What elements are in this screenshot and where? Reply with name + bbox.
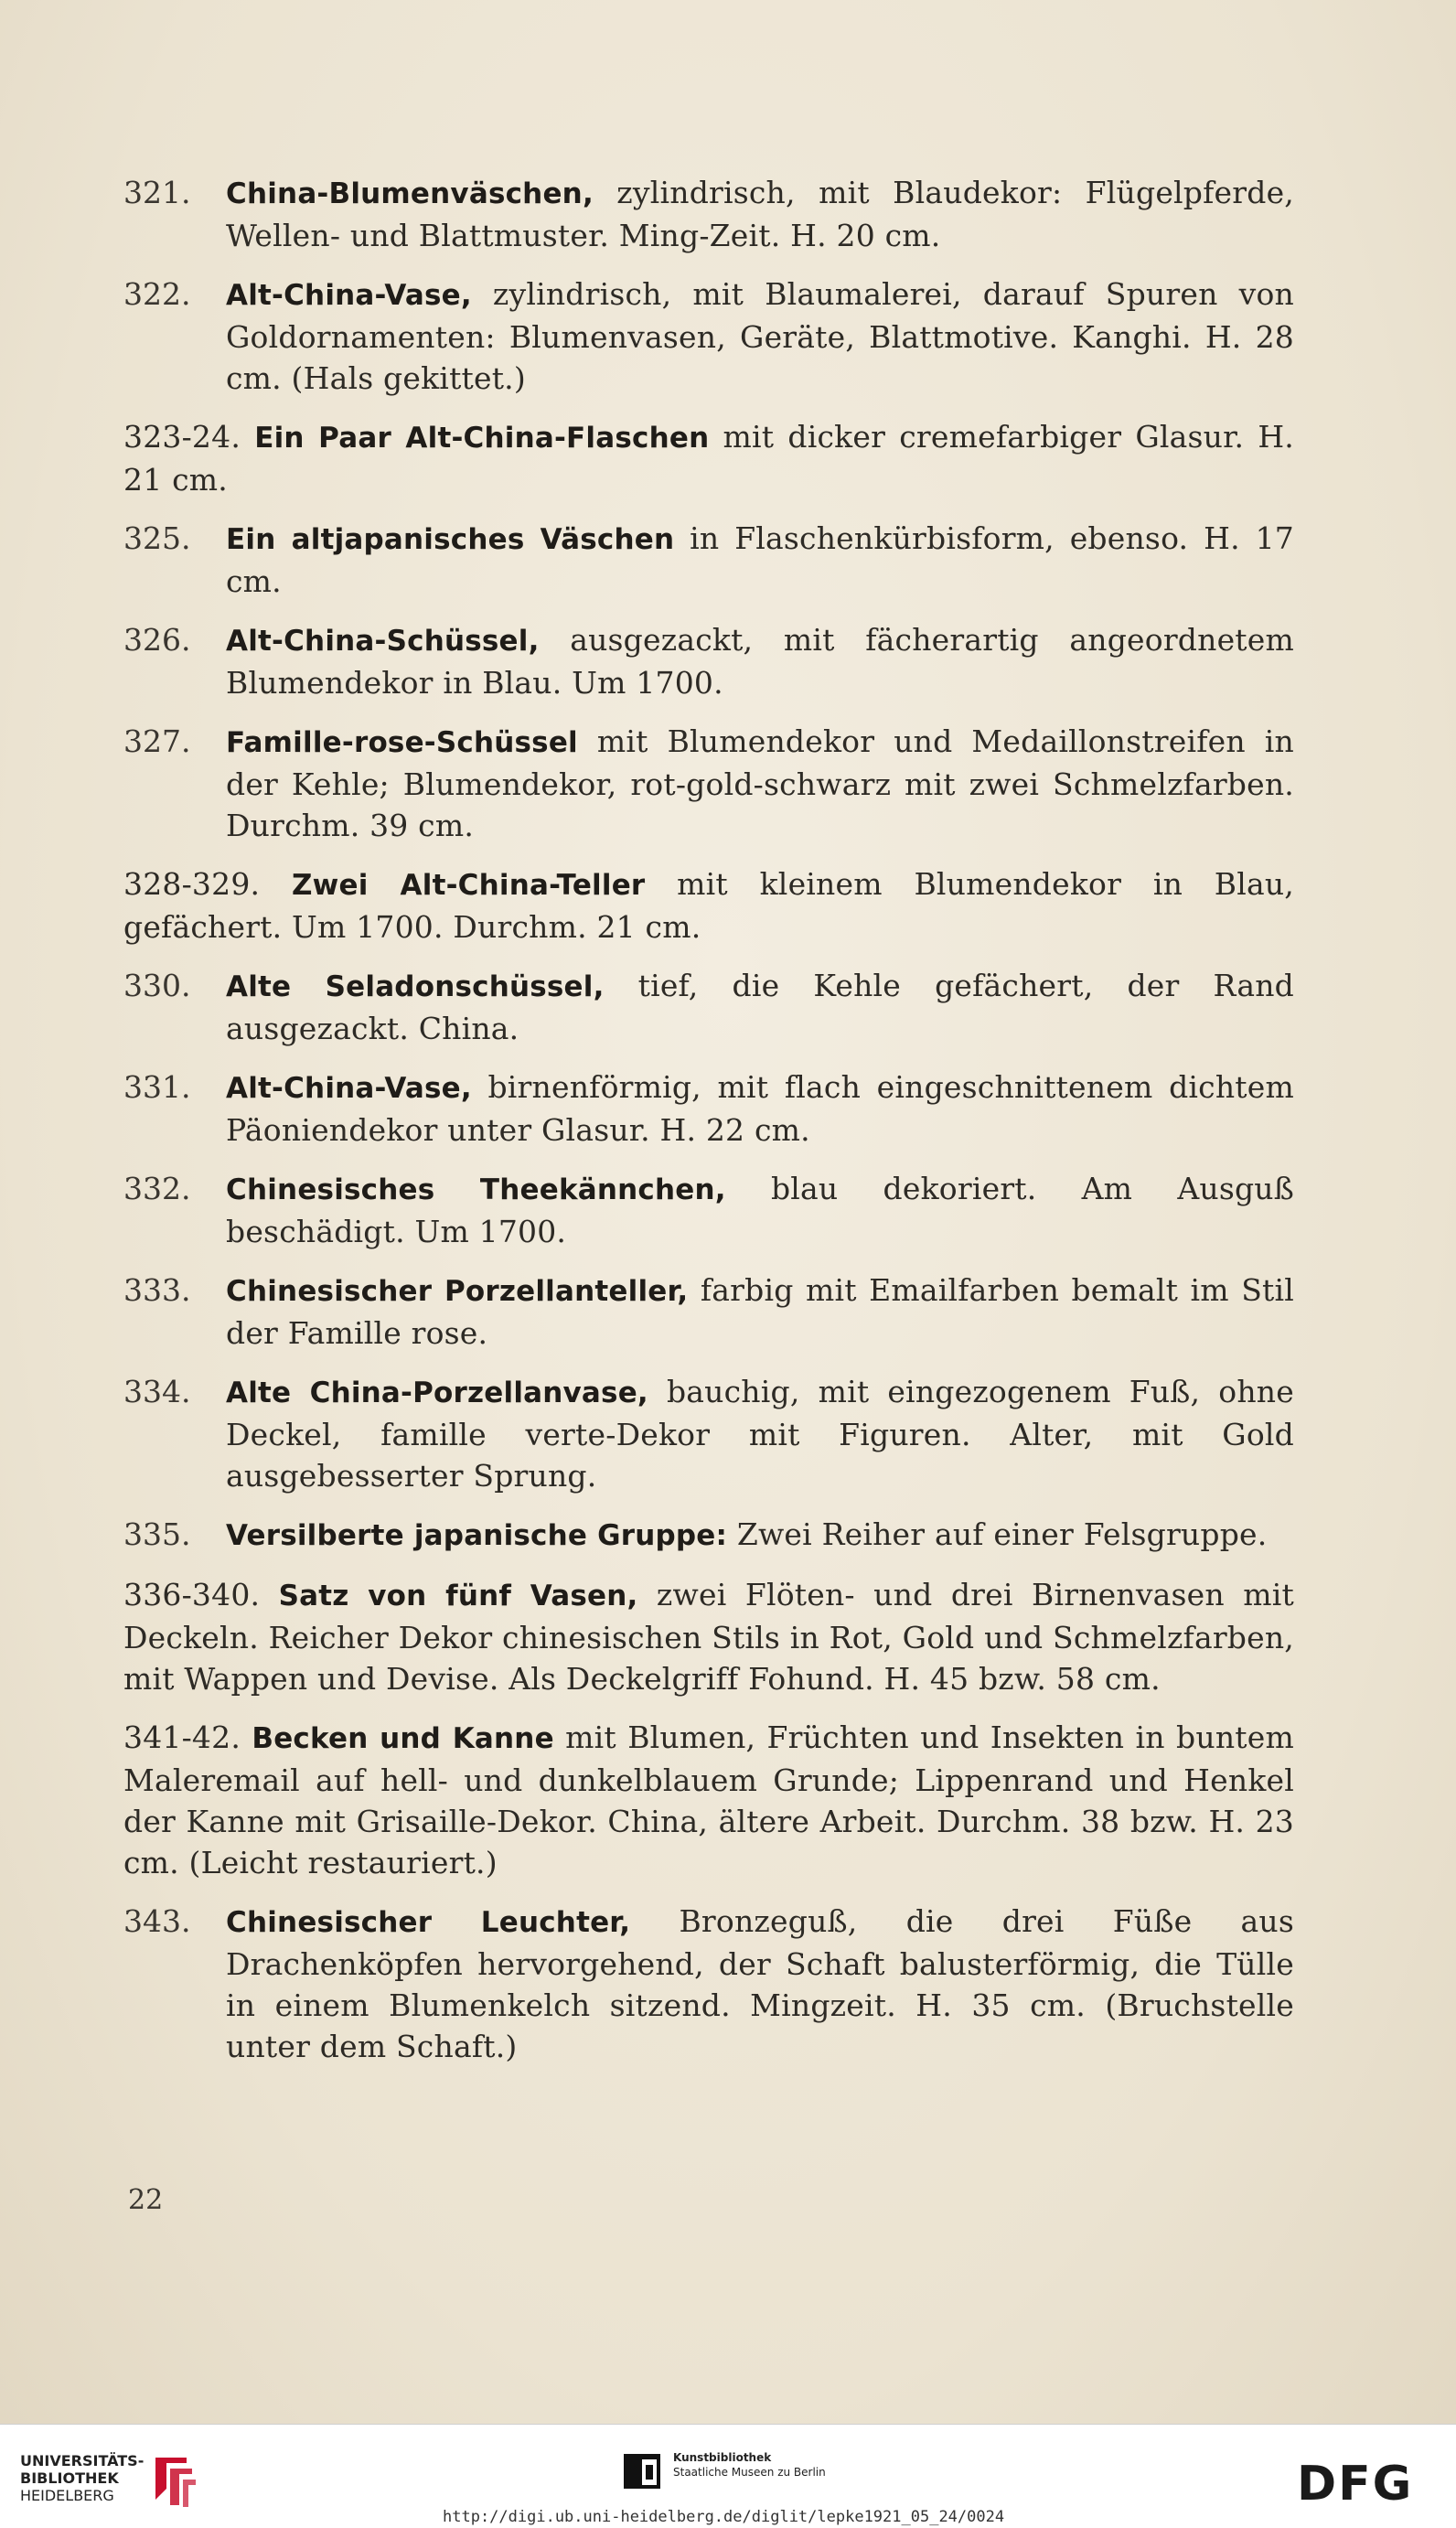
entry-body [123,518,1294,602]
entry-body [123,1269,1294,1354]
entry-number: 322. [123,276,191,312]
entry-body [123,1514,1294,1557]
entry-body [123,1717,1294,1883]
entry-title: Alte Seladonschüssel, [226,970,605,1003]
entry-title: Alte China-Porzellanvase, [226,1376,648,1409]
catalog-entry [123,1514,1294,1557]
entry-body [123,1066,1294,1151]
entry-text: Bronzeguß, die drei Füße aus Drachenköpfen hervorgehend, der Schaft balusterförmig, die Tülle in einem Blumenkelch sitzend. Mingzeit. H. 35 cm. (Bruchstelle unter dem Schaft.) [226,1903,1295,2064]
catalog-entry [123,863,1294,948]
entry-number: 335. [123,1516,191,1552]
entry-number: 326. [123,622,191,658]
catalog-entry [123,1574,1294,1699]
entry-text: ausgezackt, mit fächerartig angeordnetem Blumendekor in Blau. Um 1700. [226,622,1294,701]
catalog-entries [123,172,1294,2084]
source-url-link[interactable]: http://digi.ub.uni-heidelberg.de/diglit/lepke1921_05_24/0024 [443,2508,1005,2526]
catalog-entry [123,1168,1294,1252]
entry-number: 343. [123,1903,191,1939]
entry-number: 333. [123,1272,191,1308]
entry-title: Alt-China-Vase, [226,1072,472,1105]
entry-title: Chinesischer Leuchter, [226,1906,631,1939]
library-name-line: UNIVERSITÄTS- [20,2452,145,2469]
entry-text: Zwei Reiher auf einer Felsgruppe. [727,1516,1268,1552]
catalog-entry [123,518,1294,602]
entry-title: Zwei Alt-China-Teller [291,869,646,902]
entry-text: zwei Flöten- und drei Birnenvasen mit Deckeln. Reicher Dekor chinesischen Stils in Rot, Gold und Schmelzfarben, mit Wappen und Devise. Als Deckelgriff Fohund. H. 45 bzw. 58 cm. [123,1577,1294,1697]
entry-title: Becken und Kanne [252,1722,554,1755]
entry-text: zylindrisch, mit Blaumalerei, darauf Spuren von Goldornamenten: Blumenvasen, Geräte, Blattmotive. Kanghi. H. 28 cm. (Hals gekittet.) [226,276,1294,396]
entry-body [123,965,1294,1049]
catalog-entry [123,273,1294,399]
entry-number: 332. [123,1171,191,1206]
entry-number: 328-329. [123,866,261,902]
entry-number: 323-24. [123,419,241,455]
entry-text: blau dekoriert. Am Ausguß beschädigt. Um 1700. [226,1171,1294,1249]
entry-text: bauchig, mit eingezogenem Fuß, ohne Deckel, famille verte-Dekor mit Figuren. Alter, mit Gold ausgebesserter Sprung. [226,1374,1294,1494]
library-city-line: HEIDELBERG [20,2487,114,2504]
entry-text: tief, die Kehle gefächert, der Rand ausgezackt. China. [226,968,1294,1046]
library-name-line: BIBLIOTHEK [20,2469,119,2487]
catalog-entry [123,416,1294,500]
eagle-emblem-icon [622,2450,664,2492]
entry-title: Versilberte japanische Gruppe: [226,1519,728,1552]
catalog-entry [123,721,1294,846]
entry-title: Alt-China-Vase, [226,279,472,312]
entry-number: 336-340. [123,1577,261,1612]
entry-title: Chinesischer Porzellanteller, [226,1275,689,1308]
entry-body [123,1371,1294,1496]
entry-number: 325. [123,520,191,556]
catalog-entry [123,172,1294,256]
entry-text: mit Blumen, Früchten und Insekten in buntem Maleremail auf hell- und dunkelblauem Grunde; Lippenrand und Henkel der Kanne mit Grisaille-Dekor. China, ältere Arbeit. Durchm. 38 bzw. H. 23 cm. (Leicht restauriert.) [123,1719,1294,1880]
ub-heidelberg-mark-icon [146,2452,201,2511]
entry-title: Alt-China-Schüssel, [226,625,540,658]
entry-body [123,416,1294,500]
entry-body [123,721,1294,846]
dfg-logo-text: DFG [1297,2459,1414,2505]
entry-title: Ein Paar Alt-China-Flaschen [254,422,710,455]
entry-text: farbig mit Emailfarben bemalt im Stil der Famille rose. [226,1272,1294,1351]
dfg-logo[interactable] [1297,2459,1434,2505]
page-number: 22 [128,2184,164,2216]
entry-body [123,1168,1294,1252]
entry-number: 330. [123,968,191,1003]
entry-body [123,172,1294,256]
entry-title: Satz von fünf Vasen, [278,1580,638,1612]
entry-body [123,273,1294,399]
entry-number: 321. [123,175,191,210]
kunstbibliothek-title: Kunstbibliothek [673,2451,772,2464]
entry-text: mit dicker cremefarbiger Glasur. H. 21 cm. [123,419,1294,498]
university-library-logo[interactable] [20,2452,144,2504]
entry-body [123,619,1294,703]
entry-title: Famille-rose-Schüssel [226,726,578,759]
catalog-entry [123,1901,1294,2067]
entry-body [123,863,1294,948]
kunstbibliothek-subtitle: Staatliche Museen zu Berlin [673,2466,826,2479]
catalog-entry [123,1717,1294,1883]
entry-text: birnenförmig, mit flach eingeschnittenem dichtem Päoniendekor unter Glasur. H. 22 cm. [226,1069,1294,1148]
catalog-entry [123,1269,1294,1354]
entry-number: 334. [123,1374,191,1409]
entry-text: mit Blumendekor und Medaillonstreifen in der Kehle; Blumendekor, rot-gold-schwarz mit zwei Schmelzfarben. Durchm. 39 cm. [226,723,1294,843]
catalog-entry [123,1371,1294,1496]
entry-text: mit kleinem Blumendekor in Blau, gefächert. Um 1700. Durchm. 21 cm. [123,866,1294,945]
entry-title: Ein altjapanisches Väschen [226,523,675,556]
entry-title: Chinesisches Theekännchen, [226,1173,726,1206]
catalog-entry [123,619,1294,703]
catalog-entry [123,965,1294,1049]
entry-text: in Flaschenkürbisform, ebenso. H. 17 cm. [226,520,1295,599]
entry-number: 341-42. [123,1719,241,1755]
entry-title: China-Blumenväschen, [226,177,594,210]
entry-body [123,1574,1294,1699]
entry-number: 331. [123,1069,191,1105]
entry-text: zylindrisch, mit Blaudekor: Flügelpferde, Wellen- und Blattmuster. Ming-Zeit. H. 20 cm. [226,175,1294,253]
entry-body [123,1901,1294,2067]
entry-number: 327. [123,723,191,759]
catalog-entry [123,1066,1294,1151]
